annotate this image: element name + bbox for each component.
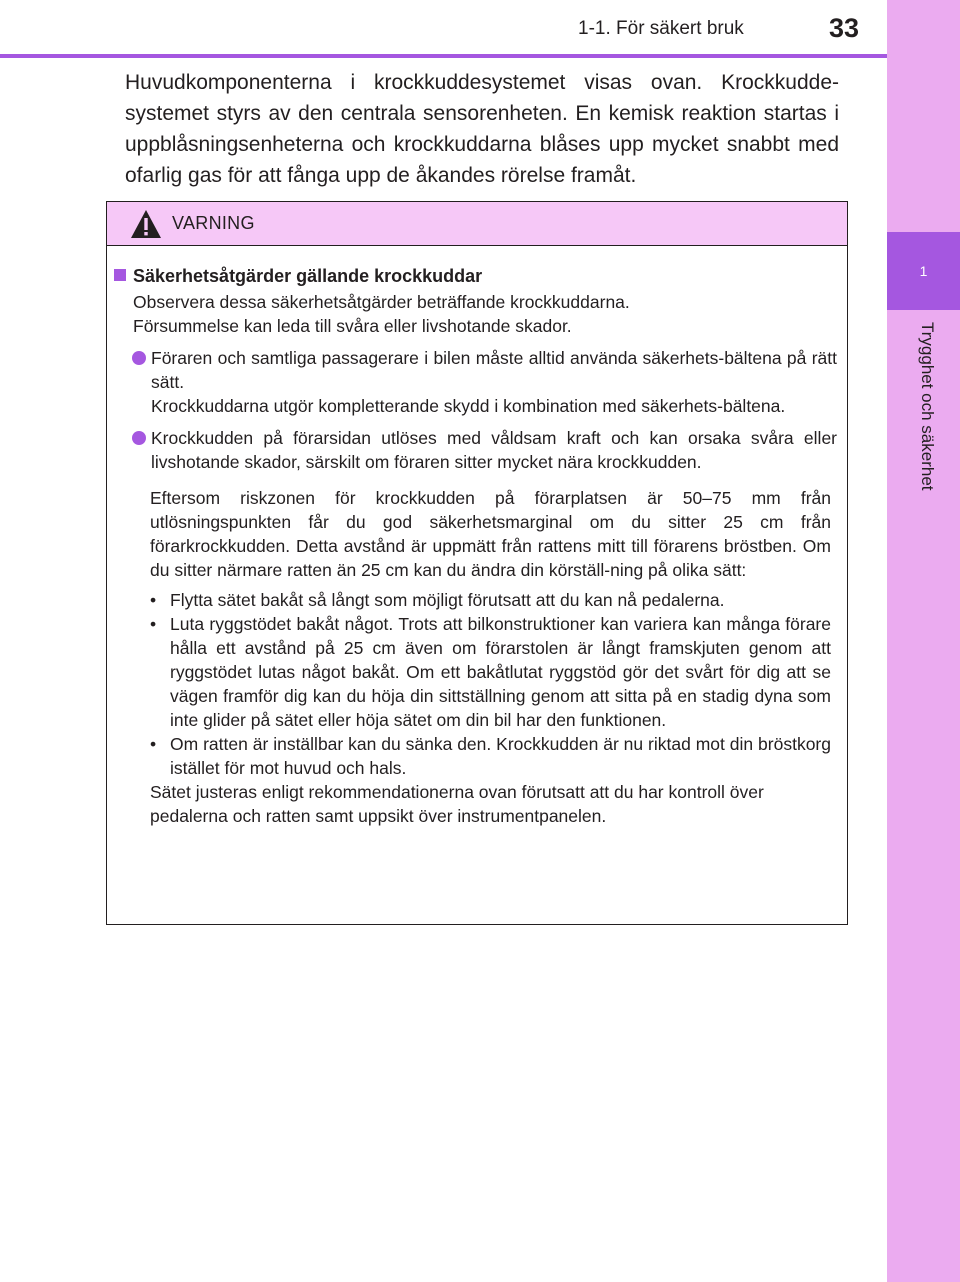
- circle-bullet-icon: [132, 431, 146, 445]
- warning-subheading: [107, 264, 837, 288]
- warning-triangle-icon: [129, 208, 163, 240]
- list-item: [150, 732, 831, 780]
- page-number: 33: [828, 13, 860, 43]
- square-bullet-icon: [114, 269, 126, 281]
- warning-title: VARNING: [172, 213, 255, 233]
- list-item: [150, 588, 831, 612]
- distance-paragraph: Eftersom riskzonen för krockkudden på förarplatsen är 50–75 mm från utlösningspunkten får du god säkerhetsmarginal om du sitter 25 cm från förarkrockkudden. Detta avstånd är uppmätt från rattens mitt till förarens bröstben. Om du sitter närmare ratten än 25 cm kan du ändra din körställ-ning på olika sätt:: [150, 488, 831, 580]
- item-line: Krockkudden på förarsidan utlöses med våldsam kraft och kan orsaka svåra eller livshotande skador, särskilt om föraren sitter mycket nära krockkudden.: [151, 428, 837, 472]
- warning-box: [106, 201, 848, 925]
- list-item: [107, 346, 837, 418]
- chapter-title: Trygghet och säkerhet: [918, 322, 937, 491]
- item-line: Krockkuddarna utgör kompletterande skydd i kombination med säkerhets-bältena.: [151, 396, 786, 416]
- circle-bullet-icon: [132, 351, 146, 365]
- adjustment-list: [107, 588, 837, 780]
- warning-content: [107, 246, 847, 828]
- bullet-text: Flytta sätet bakåt så långt som möjligt förutsatt att du kan nå pedalerna.: [170, 590, 725, 610]
- list-item: [150, 612, 831, 732]
- chapter-tab: [887, 232, 960, 310]
- lead-line: Försummelse kan leda till svåra eller livshotande skador.: [133, 316, 572, 336]
- section-title: 1-1. För säkert bruk: [578, 18, 744, 39]
- bullet-dot-icon: •: [150, 734, 157, 754]
- warning-header: [107, 202, 847, 246]
- chapter-number: 1: [919, 263, 928, 279]
- item-line: Föraren och samtliga passagerare i bilen måste alltid använda säkerhets-bältena på rätt sätt.: [151, 348, 837, 392]
- intro-paragraph: Huvudkomponenterna i krockkuddesystemet visas ovan. Krockkudde-systemet styrs av den centrala sensorenheten. En kemisk reaktion startas i uppblåsningsenheterna och krockkuddarna blåses upp mycket snabbt med ofarlig gas för att fånga upp de åkandes rörelse framåt.: [125, 71, 839, 187]
- bullet-dot-icon: •: [150, 590, 157, 610]
- side-strip: [887, 0, 960, 1282]
- closing-paragraph: Sätet justeras enligt rekommendationerna ovan förutsatt att du har kontroll över pedalerna och ratten samt uppsikt över instrumentpanelen.: [150, 782, 764, 826]
- bullet-text: Luta ryggstödet bakåt något. Trots att bilkonstruktioner kan variera kan många förare hålla ett avstånd på 25 cm även om förarstolen är långt framskjuten genom att ryggstödet lutas något bakåt. Om ett bakåtlutat ryggstöd gör det svårt för dig att se vägen framför dig kan du höja din sittställning genom att sitta på en stadig dyna som inte glider på sätet eller höja sätet om din bil har den funktionen.: [170, 614, 831, 730]
- lead-line: Observera dessa säkerhetsåtgärder beträffande krockkuddarna.: [133, 292, 630, 312]
- bullet-text: Om ratten är inställbar kan du sänka den. Krockkudden är nu riktad mot din bröstkorg istället för mot huvud och hals.: [170, 734, 831, 778]
- subheading-text: Säkerhetsåtgärder gällande krockkuddar: [133, 266, 483, 286]
- header-rule: [0, 54, 887, 58]
- list-item: [107, 426, 837, 474]
- bullet-dot-icon: •: [150, 614, 157, 634]
